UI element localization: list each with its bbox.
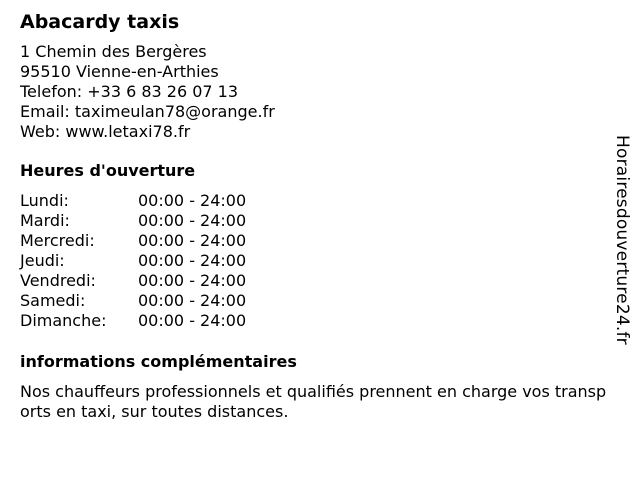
hours-day: Dimanche: [20,311,107,330]
business-card [20,8,610,422]
hours-row [20,191,246,211]
info-heading: informations complémentaires [20,352,297,371]
hours-time: 00:00 - 24:00 [138,231,247,250]
hours-time: 00:00 - 24:00 [138,311,247,330]
hours-row [20,291,246,311]
contact-block [20,42,610,142]
email-line: Email: taximeulan78@orange.fr [20,102,275,121]
hours-table [20,191,246,331]
info-text: Nos chauffeurs professionnels et qualifiés prennent en charge vos transports en taxi, sur toutes distances. [20,382,607,421]
hours-row [20,231,246,251]
hours-time: 00:00 - 24:00 [138,251,247,270]
hours-heading: Heures d'ouverture [20,161,196,180]
hours-day: Jeudi: [20,251,65,270]
hours-time: 00:00 - 24:00 [138,211,247,230]
hours-time: 00:00 - 24:00 [138,291,247,310]
hours-row [20,211,246,231]
hours-time: 00:00 - 24:00 [138,191,247,210]
address-city: 95510 Vienne-en-Arthies [20,62,219,81]
hours-row [20,311,246,331]
hours-time: 00:00 - 24:00 [138,271,247,290]
hours-day: Mardi: [20,211,70,230]
hours-day: Vendredi: [20,271,96,290]
business-name: Abacardy taxis [20,11,180,33]
hours-row [20,271,246,291]
hours-day: Mercredi: [20,231,95,250]
hours-day: Samedi: [20,291,86,310]
web-line: Web: www.letaxi78.fr [20,122,191,141]
phone-line: Telefon: +33 6 83 26 07 13 [20,82,239,101]
address-street: 1 Chemin des Bergères [20,42,207,61]
hours-row [20,251,246,271]
hours-day: Lundi: [20,191,69,210]
brand-watermark: Horairesdouverture24.fr [612,135,632,345]
